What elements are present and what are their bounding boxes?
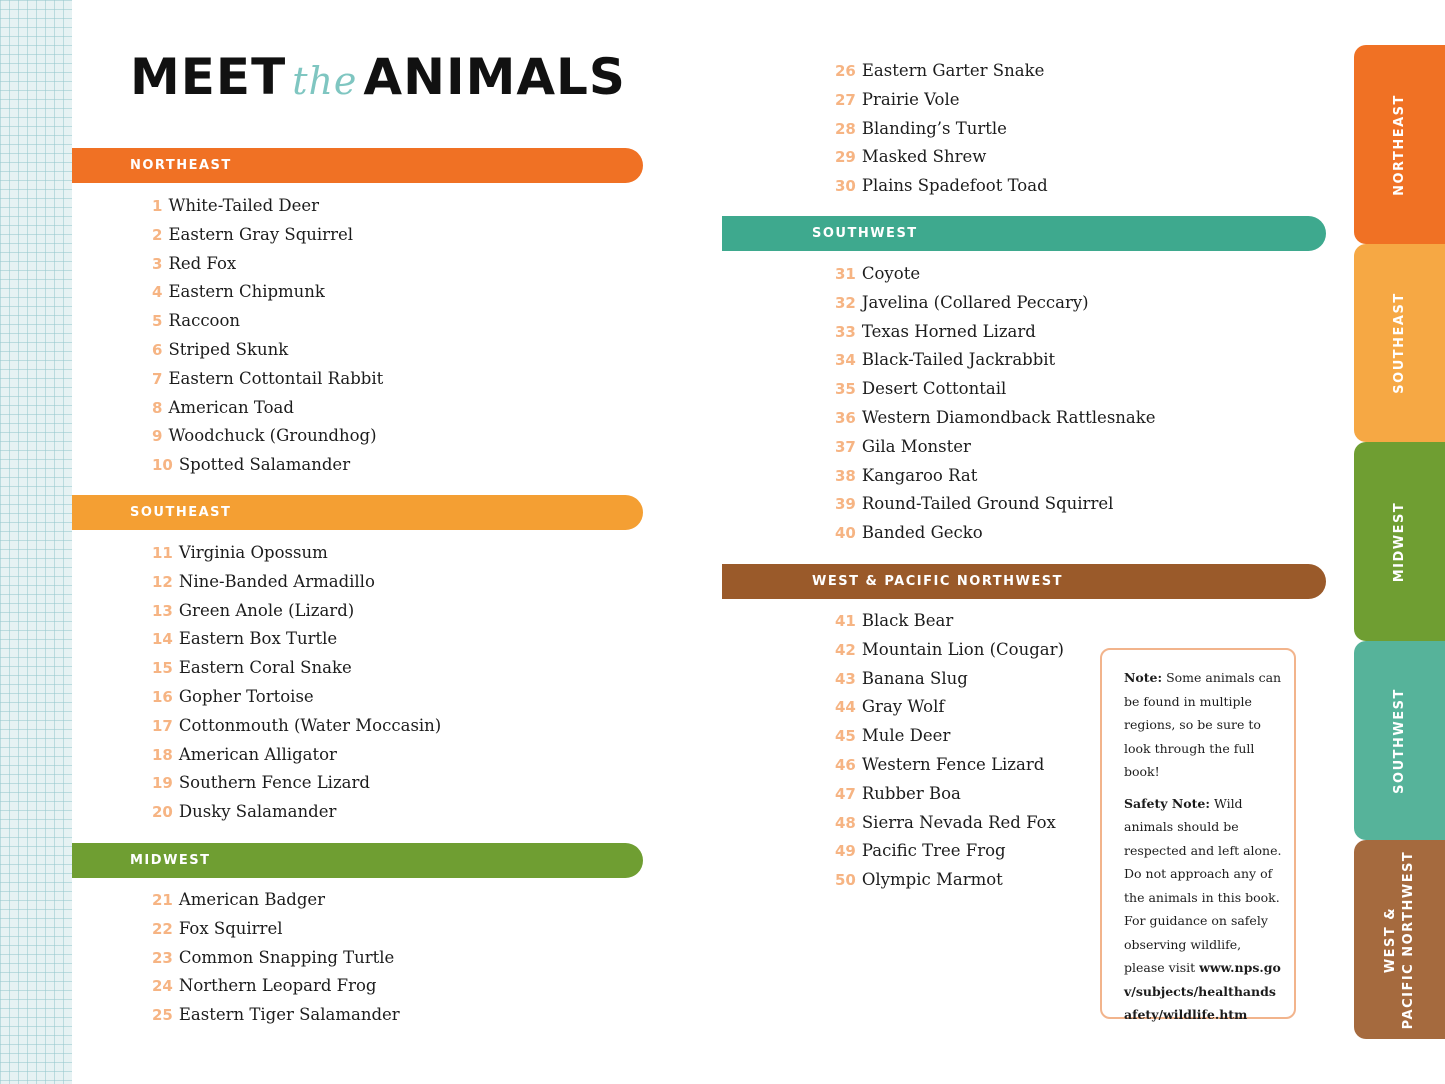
animal-list-item [152,798,441,827]
animal-list-item [835,722,1064,751]
animal-number: 1 [152,197,163,215]
animal-name: Nine-Banded Armadillo [178,571,375,591]
page-title: MEET the ANIMALS [130,48,626,106]
animal-name: Cottonmouth (Water Moccasin) [178,715,442,735]
animal-name: Western Fence Lizard [861,754,1045,774]
animal-list-item [152,307,383,336]
tab-label: MIDWEST [1391,501,1407,582]
animal-name: Gila Monster [861,436,971,456]
animal-name: Southern Fence Lizard [178,773,370,793]
animal-number: 46 [835,755,856,774]
animal-list-item [152,1001,400,1030]
animal-list-item [152,886,400,915]
animal-list-item [835,57,1048,86]
animal-list-item [835,866,1064,895]
animal-list-item [835,318,1156,347]
animal-number: 22 [152,919,173,938]
animal-name: Coyote [861,264,921,283]
animal-number: 32 [835,293,856,312]
region-header-northeast: NORTHEAST [72,148,643,183]
animal-list-item [152,597,441,626]
animal-number: 38 [835,466,856,485]
animal-name: Banded Gecko [861,523,983,543]
animal-number: 26 [835,62,856,80]
animal-number: 12 [152,572,173,591]
animal-number: 5 [152,312,163,331]
animal-list-west [835,607,1064,895]
tab-southwest[interactable] [1354,641,1445,840]
animal-number: 45 [835,727,856,746]
note-box [1100,648,1296,1022]
animal-number: 20 [152,803,173,822]
animal-list-item [835,172,1048,201]
animal-list-item [835,636,1064,665]
tab-label: NORTHEAST [1391,93,1407,196]
animal-number: 18 [152,745,173,764]
animal-name: Green Anole (Lizard) [178,600,355,620]
animal-list-item [152,654,441,683]
animal-name: Plains Spadefoot Toad [861,176,1048,196]
animal-number: 24 [152,977,173,996]
safety-note-paragraph: Safety Note: Wild animals should be respected and left alone. Do not approach any of the animals in this book. For guidance on safely observing wildlife, please visit www.nps.gov/subjects/healthandsafety/wildlife.htm [1124,795,1282,1022]
animal-list-item [152,278,383,307]
animal-name: Sierra Nevada Red Fox [861,812,1056,832]
animal-name: Black Bear [861,611,954,630]
tab-label: WEST & PACIFIC NORTHWEST [1382,850,1416,1029]
animal-name: Red Fox [168,253,237,273]
animal-list-item [152,769,441,798]
animal-name: Prairie Vole [861,89,960,109]
animal-number: 7 [152,369,163,388]
animal-list-item [835,809,1064,838]
animal-list-item [835,780,1064,809]
region-header-midwest: MIDWEST [72,843,643,878]
animal-list-item [835,260,1156,289]
animal-name: Mountain Lion (Cougar) [861,639,1064,659]
region-header-southwest: SOUTHWEST [722,216,1326,251]
animal-name: Texas Horned Lizard [861,321,1036,341]
animal-list-item [835,346,1156,375]
animal-number: 50 [835,871,856,890]
animal-name: Eastern Chipmunk [168,282,325,302]
animal-number: 2 [152,225,163,244]
animal-list-item [835,289,1156,318]
animal-name: Eastern Tiger Salamander [178,1005,400,1025]
animal-number: 17 [152,716,173,735]
animal-name: Northern Leopard Frog [178,976,377,996]
animal-number: 27 [835,90,856,109]
animal-list-item [152,250,383,279]
animal-name: White-Tailed Deer [168,196,320,215]
animal-name: Masked Shrew [861,147,987,167]
animal-number: 13 [152,601,173,620]
animal-name: American Alligator [178,744,337,764]
animal-list-item [835,462,1156,491]
animal-list-item [152,741,441,770]
animal-name: Woodchuck (Groundhog) [168,426,377,446]
animal-name: American Badger [178,890,326,909]
animal-number: 49 [835,842,856,861]
animal-name: Javelina (Collared Peccary) [861,292,1089,312]
animal-number: 4 [152,283,163,302]
tab-west-pacific-northwest[interactable] [1354,840,1445,1039]
animal-list-northeast [152,192,383,480]
animal-list-midwest-a [152,886,400,1030]
animal-list-item [152,915,400,944]
animal-number: 23 [152,948,173,967]
animal-number: 19 [152,774,173,793]
animal-name: Round-Tailed Ground Squirrel [861,494,1114,514]
region-header-southeast: SOUTHEAST [72,495,643,530]
animal-number: 48 [835,813,856,832]
animal-list-item [152,451,383,480]
animal-name: Spotted Salamander [178,455,351,475]
animal-list-item [835,433,1156,462]
animal-number: 40 [835,524,856,543]
animal-number: 35 [835,380,856,399]
animal-list-item [152,712,441,741]
animal-list-item [152,394,383,423]
animal-list-midwest-b [835,57,1048,201]
animal-name: Mule Deer [861,726,951,746]
tab-northeast[interactable] [1354,45,1445,244]
animal-number: 30 [835,177,856,196]
note-paragraph: Note: Some animals can be found in multiple regions, so be sure to look through the full book! [1124,670,1282,779]
animal-list-item [152,568,441,597]
animal-name: Banana Slug [861,668,968,688]
tab-southeast[interactable] [1354,244,1445,442]
animal-list-item [835,751,1064,780]
animal-number: 6 [152,340,163,359]
animal-list-item [835,86,1048,115]
animal-list-item [835,115,1048,144]
animal-list-item [152,422,383,451]
animal-number: 21 [152,891,173,909]
animal-number: 25 [152,1006,173,1025]
region-header-west: WEST & PACIFIC NORTHWEST [722,564,1326,599]
animal-number: 28 [835,119,856,138]
animal-number: 36 [835,408,856,427]
animal-list-item [835,490,1156,519]
animal-list-item [835,519,1156,548]
animal-number: 14 [152,630,173,649]
animal-number: 34 [835,351,856,370]
animal-number: 43 [835,669,856,688]
animal-number: 41 [835,612,856,630]
animal-name: Eastern Cottontail Rabbit [168,368,384,388]
animal-list-item [835,665,1064,694]
animal-list-item [152,365,383,394]
animal-name: Eastern Coral Snake [178,658,352,678]
animal-name: Desert Cottontail [861,379,1007,399]
animal-number: 29 [835,148,856,167]
animal-list-item [152,944,400,973]
animal-number: 31 [835,265,856,283]
animal-number: 9 [152,427,163,446]
animal-list-item [835,607,1064,636]
animal-name: Dusky Salamander [178,802,337,822]
tab-label: SOUTHEAST [1391,292,1407,394]
animal-number: 3 [152,254,163,273]
animal-name: Common Snapping Turtle [178,947,395,967]
animal-list-item [835,693,1064,722]
animal-number: 33 [835,322,856,341]
animal-list-item [152,972,400,1001]
animal-name: Black-Tailed Jackrabbit [861,350,1056,370]
animal-name: Eastern Garter Snake [861,61,1045,80]
graph-paper-strip [0,0,72,1084]
animal-number: 42 [835,640,856,659]
animal-name: Fox Squirrel [178,918,283,938]
tab-label: SOUTHWEST [1391,687,1407,794]
animal-number: 15 [152,659,173,678]
animal-name: Striped Skunk [168,339,289,359]
animal-list-item [152,539,441,568]
animal-number: 47 [835,784,856,803]
animal-name: Virginia Opossum [178,543,328,562]
animal-list-southeast [152,539,441,827]
animal-list-item [152,625,441,654]
animal-name: American Toad [168,397,294,417]
animal-list-southwest [835,260,1156,548]
animal-name: Blanding’s Turtle [861,118,1007,138]
animal-number: 16 [152,687,173,706]
animal-number: 10 [152,456,173,475]
animal-number: 8 [152,398,163,417]
animal-list-item [152,683,441,712]
animal-name: Raccoon [168,311,241,331]
animal-number: 11 [152,544,173,562]
animal-name: Gray Wolf [861,697,945,717]
animal-number: 44 [835,698,856,717]
animal-number: 37 [835,437,856,456]
animal-name: Kangaroo Rat [861,465,978,485]
animal-name: Eastern Gray Squirrel [168,224,353,244]
animal-list-item [152,221,383,250]
nps-wildlife-link[interactable]: www.nps.gov/subjects/healthandsafety/wildlife.htm [1124,960,1281,1022]
tab-midwest[interactable] [1354,442,1445,641]
animal-list-item [152,336,383,365]
animal-name: Western Diamondback Rattlesnake [861,407,1156,427]
animal-number: 39 [835,495,856,514]
animal-list-item [835,837,1064,866]
animal-name: Rubber Boa [861,783,961,803]
animal-name: Eastern Box Turtle [178,629,338,649]
animal-list-item [152,192,383,221]
animal-name: Gopher Tortoise [178,686,314,706]
animal-list-item [835,143,1048,172]
animal-list-item [835,375,1156,404]
animal-name: Pacific Tree Frog [861,841,1006,861]
animal-name: Olympic Marmot [861,870,1003,890]
animal-list-item [835,404,1156,433]
